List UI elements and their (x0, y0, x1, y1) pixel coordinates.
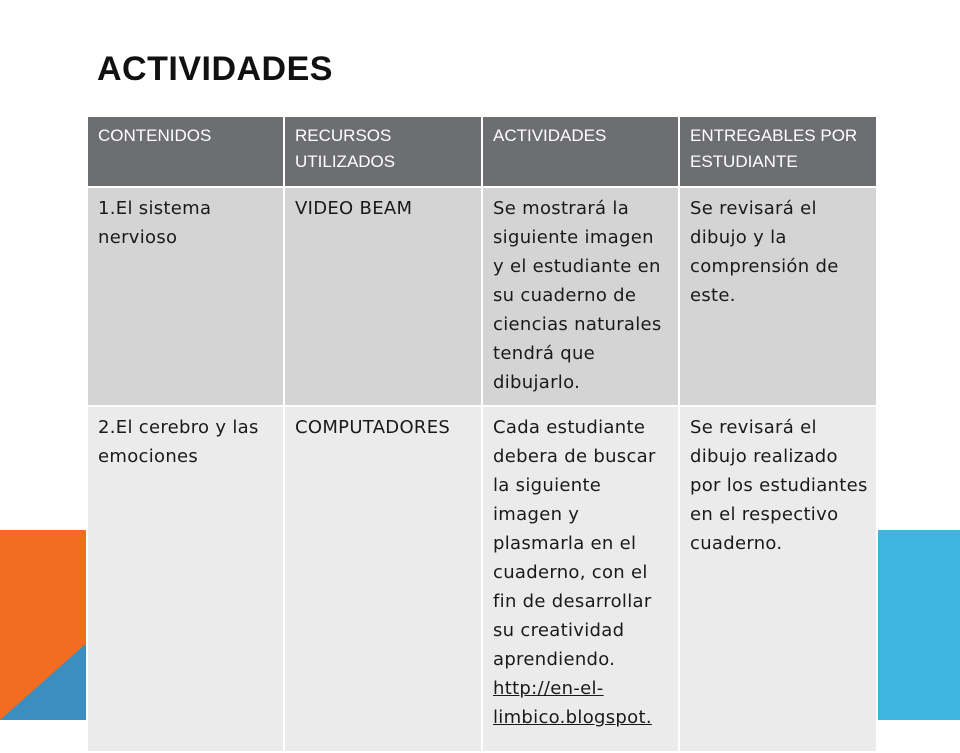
blue-accent-shape (874, 530, 960, 720)
table-row (87, 406, 877, 752)
table-row (87, 187, 877, 406)
header-actividades: ACTIVIDADES (482, 116, 679, 187)
header-contenidos: CONTENIDOS (87, 116, 284, 187)
cell-actividad (482, 406, 679, 752)
header-entregables: ENTREGABLES POR ESTUDIANTE (679, 116, 877, 187)
blog-link[interactable]: http://en-el-limbico.blogspot. (493, 678, 652, 728)
cell-actividad: Se mostrará la siguiente imagen y el estudiante en su cuaderno de ciencias naturales tendrá que dibujarlo. (482, 187, 679, 406)
header-recursos: RECURSOS UTILIZADOS (284, 116, 482, 187)
cell-recurso: COMPUTADORES (284, 406, 482, 752)
cell-contenido: 1.El sistema nervioso (87, 187, 284, 406)
cell-contenido: 2.El cerebro y las emociones (87, 406, 284, 752)
cell-entregable: Se revisará el dibujo y la comprensión de este. (679, 187, 877, 406)
cell-entregable: Se revisará el dibujo realizado por los estudiantes en el respectivo cuaderno. (679, 406, 877, 752)
cell-recurso: VIDEO BEAM (284, 187, 482, 406)
actividad-text: Cada estudiante debera de buscar la siguiente imagen y plasmarla en el cuaderno, con el fin de desarrollar su creatividad aprendiendo. (493, 417, 656, 670)
activities-table (86, 115, 878, 753)
slide-title: ACTIVIDADES (97, 50, 333, 88)
table-header-row (87, 116, 877, 187)
